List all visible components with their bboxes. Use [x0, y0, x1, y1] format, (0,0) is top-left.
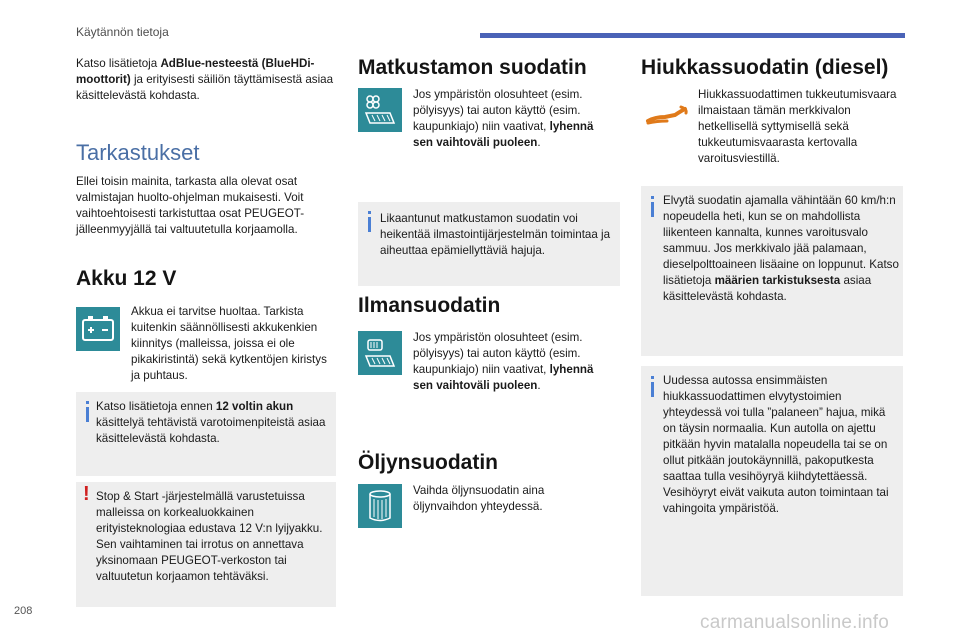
tarkastukset-heading: Tarkastukset: [76, 140, 200, 165]
matkustamo-info-box: [358, 202, 620, 286]
oljynsuodatin-heading: Öljynsuodatin: [358, 451, 499, 474]
info-dot: [651, 196, 654, 199]
akku-info-text: Katso lisätietoja ennen 12 voltin akun käsittelyä tehtävistä varotoimenpiteistä asiaa käsittelevästä kohdasta.: [96, 400, 326, 445]
hiukkassuodatin-body: Hiukkassuodattimen tukkeutumisvaara ilmaistaan tämän merkkivalon hetkellisellä syttymisellä sekä tukkeutumisvaarasta kertovalla varoitusviestillä.: [698, 88, 897, 165]
akku-body: Akkua ei tarvitse huoltaa. Tarkista kuitenkin säännöllisesti akkukenkien kiinnitys (malleissa, joissa ei ole pikakiristintä) sekä kytkentöjen kiristys ja puhtaus.: [131, 305, 327, 382]
stop-start-warning-box: [76, 482, 336, 607]
regeneration-info-text: Elvytä suodatin ajamalla vähintään 60 km/h:n nopeudella heti, kun se on mahdollista liikenteen kannalta, kunnes varoitusvalo sammuu. Jos merkkivalo jää palamaan, dieselpolttoaineen lisäaine on loppunut. Katso lisätietoja määrien tarkistuksesta asiaa käsittelevästä kohdasta.: [663, 194, 899, 303]
section-label: Käytännön tietoja: [76, 25, 169, 39]
matkustamo-body: Jos ympäristön olosuhteet (esim. pölyisyys) tai auton käyttö (esim. kaupunkiajo) niin vaativat, lyhennä sen vaihtoväli puoleen.: [413, 88, 594, 149]
oil-filter-icon: [358, 484, 402, 528]
info-icon: [651, 382, 654, 397]
ilmansuodatin-heading: Ilmansuodatin: [358, 294, 501, 317]
matkustamo-heading: Matkustamon suodatin: [358, 56, 587, 79]
info-icon: [651, 202, 654, 217]
oljynsuodatin-body: Vaihda öljynsuodatin aina öljynvaihdon yhteydessä.: [413, 484, 545, 513]
tarkastukset-body: Ellei toisin mainita, tarkasta alla olevat osat valmistajan huolto-ohjelman mukaisesti. Voit vaihtoehtoisesti tarkistuttaa osat PEUGEOT-jälleenmyyjällä tai valtuutetulla korjaamolla.: [76, 175, 305, 236]
adblue-intro: Katso lisätietoja AdBlue-nesteestä (BlueHDi-moottorit) ja erityisesti säiliön täyttämisestä asiaa käsittelevästä kohdasta.: [76, 57, 334, 102]
warning-icon: !: [83, 483, 90, 505]
ilmansuodatin-body: Jos ympäristön olosuhteet (esim. pölyisyys) tai auton käyttö (esim. kaupunkiajo) niin vaativat, lyhennä sen vaihtoväli puoleen.: [413, 331, 594, 392]
info-icon: [86, 407, 89, 422]
matkustamo-info-text: Likaantunut matkustamon suodatin voi heikentää ilmastointijärjestelmän toimintaa ja aiheuttaa epämiellyttäviä hajuja.: [380, 212, 611, 257]
hiukkassuodatin-heading: Hiukkassuodatin (diesel): [641, 56, 889, 79]
akku-info-box: [76, 392, 336, 476]
cabin-filter-icon: [358, 88, 402, 132]
info-dot: [651, 376, 654, 379]
page-number: 208: [14, 605, 33, 617]
info-dot: [368, 211, 371, 214]
air-filter-icon: [358, 331, 402, 375]
battery-icon: [76, 307, 120, 351]
header-accent-bar: [480, 33, 905, 38]
watermark: carmanualsonline.info: [700, 612, 890, 633]
particle-filter-warning-icon: [645, 103, 689, 129]
info-dot: [86, 401, 89, 404]
stop-start-warning-text: Stop & Start -järjestelmällä varustetuissa malleissa on korkealuokkainen erityisteknologiaa edustava 12 V:n lyijyakku. Sen vaihtaminen tai irrotus on annettava yksinomaan PEUGEOT-verkoston tai valtuutetun korjaamon tehtäväksi.: [96, 490, 323, 583]
new-car-info-text: Uudessa autossa ensimmäisten hiukkassuodattimen elvytystoimien yhteydessä voi tulla ”palaneen” hajua, mikä on täysin normaalia. Kun autolla on ajettu pitkään hyvin matalalla nopeudella tai se on ollut pitkään joutokäynnillä, pakoputkesta saattaa tulla vesihöyryä kiihdytettäessä. Vesihöyryt eivät vaikuta auton toimintaan tai vahingoita ympäristöä.: [663, 374, 889, 515]
regeneration-info-box: [641, 186, 903, 356]
new-car-info-box: [641, 366, 903, 596]
akku-heading: Akku 12 V: [76, 267, 177, 290]
info-icon: [368, 217, 371, 232]
